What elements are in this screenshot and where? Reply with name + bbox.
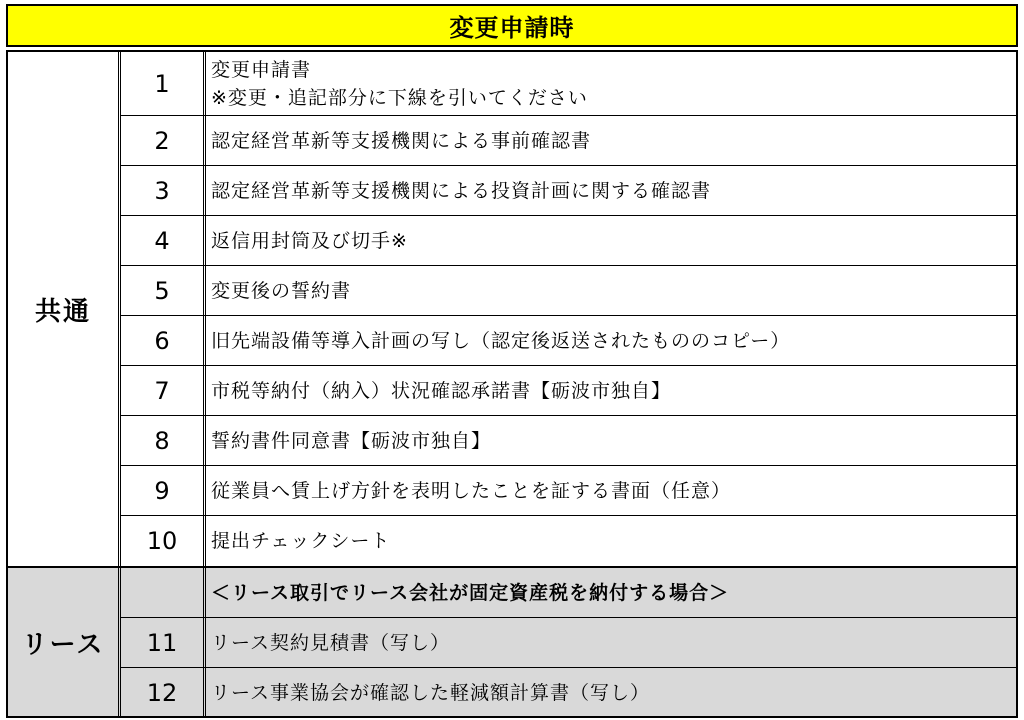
category-lease: リース <box>8 568 118 716</box>
row-number <box>121 568 203 617</box>
table-row <box>121 516 1016 566</box>
row-number: 3 <box>154 176 170 205</box>
table-row <box>121 366 1016 416</box>
row-number: 8 <box>154 426 170 455</box>
row-text: 返信用封筒及び切手※ <box>211 229 408 252</box>
row-text: 認定経営革新等支援機関による投資計画に関する確認書 <box>211 179 712 202</box>
row-text: 誓約書件同意書【砺波市独自】 <box>211 429 492 452</box>
row-number: 12 <box>146 679 178 707</box>
row-text-line: 変更申請書 <box>211 58 312 81</box>
lease-condition-heading: ＜リース取引でリース会社が固定資産税を納付する場合＞ <box>211 581 730 604</box>
common-section <box>6 50 1018 569</box>
row-number: 7 <box>154 376 170 405</box>
table-row <box>121 166 1016 216</box>
row-text: 変更後の誓約書 <box>211 279 352 302</box>
table-row <box>121 618 1016 668</box>
row-number: 4 <box>154 226 170 255</box>
table-row <box>121 266 1016 316</box>
table-row <box>121 416 1016 466</box>
row-number: 6 <box>154 326 170 355</box>
lease-section <box>6 566 1018 718</box>
row-number: 2 <box>154 126 170 155</box>
table-row <box>121 466 1016 516</box>
table-row <box>121 116 1016 166</box>
row-text <box>211 52 1008 115</box>
table-row <box>121 52 1016 116</box>
category-common: 共通 <box>34 297 91 327</box>
row-text: 提出チェックシート <box>211 530 391 552</box>
table-row <box>121 668 1016 718</box>
page-title: 変更申請時 <box>6 4 1018 47</box>
row-number: 9 <box>154 476 170 505</box>
table-row <box>121 568 1016 618</box>
row-text: リース契約見積書（写し） <box>211 631 451 654</box>
row-number: 5 <box>154 276 170 305</box>
row-text: 市税等納付（納入）状況確認承諾書【砺波市独自】 <box>211 379 672 402</box>
row-note-line: ※変更・追記部分に下線を引いてください <box>211 86 588 109</box>
table-row <box>121 316 1016 366</box>
row-number: 10 <box>146 527 178 555</box>
row-text: リース事業協会が確認した軽減額計算書（写し） <box>211 682 651 704</box>
row-text: 旧先端設備等導入計画の写し（認定後返送されたもののコピー） <box>211 329 791 352</box>
row-text: 認定経営革新等支援機関による事前確認書 <box>211 129 592 152</box>
row-text: 従業員へ賃上げ方針を表明したことを証する書面（任意） <box>211 479 732 502</box>
row-number: 11 <box>146 628 178 657</box>
row-number: 1 <box>154 69 170 98</box>
table-row <box>121 216 1016 266</box>
